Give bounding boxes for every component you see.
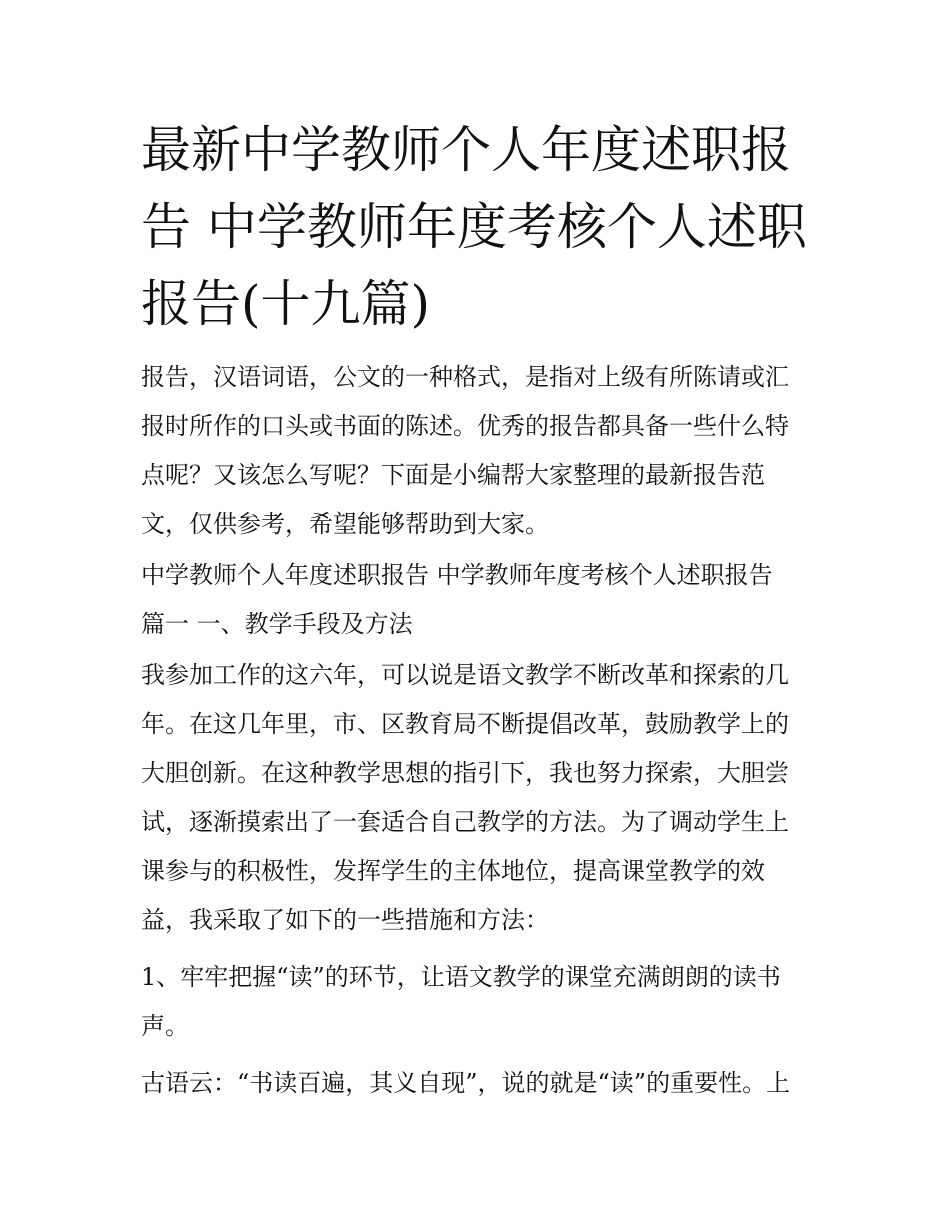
intro-line: 文，仅供参考，希望能够帮助到大家。 <box>141 510 549 538</box>
body-line: 课参与的积极性，发挥学生的主体地位，提高课堂教学的效 <box>141 857 765 885</box>
title-line: 最新中学教师个人年度述职报 <box>141 121 791 179</box>
intro-paragraph <box>141 353 813 549</box>
section-heading-line: 篇一 一、教学手段及方法 <box>141 610 413 638</box>
title-line: 告 中学教师年度考核个人述职 <box>141 198 807 256</box>
point-paragraph <box>141 953 813 1051</box>
document-title <box>141 112 813 343</box>
body-line: 益，我采取了如下的一些措施和方法： <box>141 906 549 934</box>
quote-line: 古语云：“书读百遍，其义自现”，说的就是“读”的重要性。上 <box>141 1069 791 1097</box>
body-line: 年。在这几年里，市、区教育局不断提倡改革，鼓励教学上的 <box>141 710 789 738</box>
section-heading-line: 中学教师个人年度述职报告 中学教师年度考核个人述职报告 <box>141 561 773 589</box>
body-line: 大胆创新。在这种教学思想的指引下，我也努力探索，大胆尝 <box>141 759 789 787</box>
intro-line: 报时所作的口头或书面的陈述。优秀的报告都具备一些什么特 <box>141 412 789 440</box>
title-line: 报告(十九篇) <box>141 275 431 333</box>
document-page <box>141 112 813 1108</box>
body-paragraph <box>141 651 813 945</box>
quote-paragraph <box>141 1059 813 1108</box>
body-line: 我参加工作的这六年，可以说是语文教学不断改革和探索的几 <box>141 661 789 689</box>
body-line: 试，逐渐摸索出了一套适合自己教学的方法。为了调动学生上 <box>141 808 789 836</box>
point-line: 声。 <box>141 1012 189 1040</box>
intro-line: 报告，汉语词语，公文的一种格式，是指对上级有所陈请或汇 <box>141 363 789 391</box>
section-heading <box>141 551 813 649</box>
point-line: 1、牢牢把握“读”的环节，让语文教学的课堂充满朗朗的读书 <box>141 963 781 991</box>
intro-line: 点呢？又该怎么写呢？下面是小编帮大家整理的最新报告范 <box>141 461 765 489</box>
